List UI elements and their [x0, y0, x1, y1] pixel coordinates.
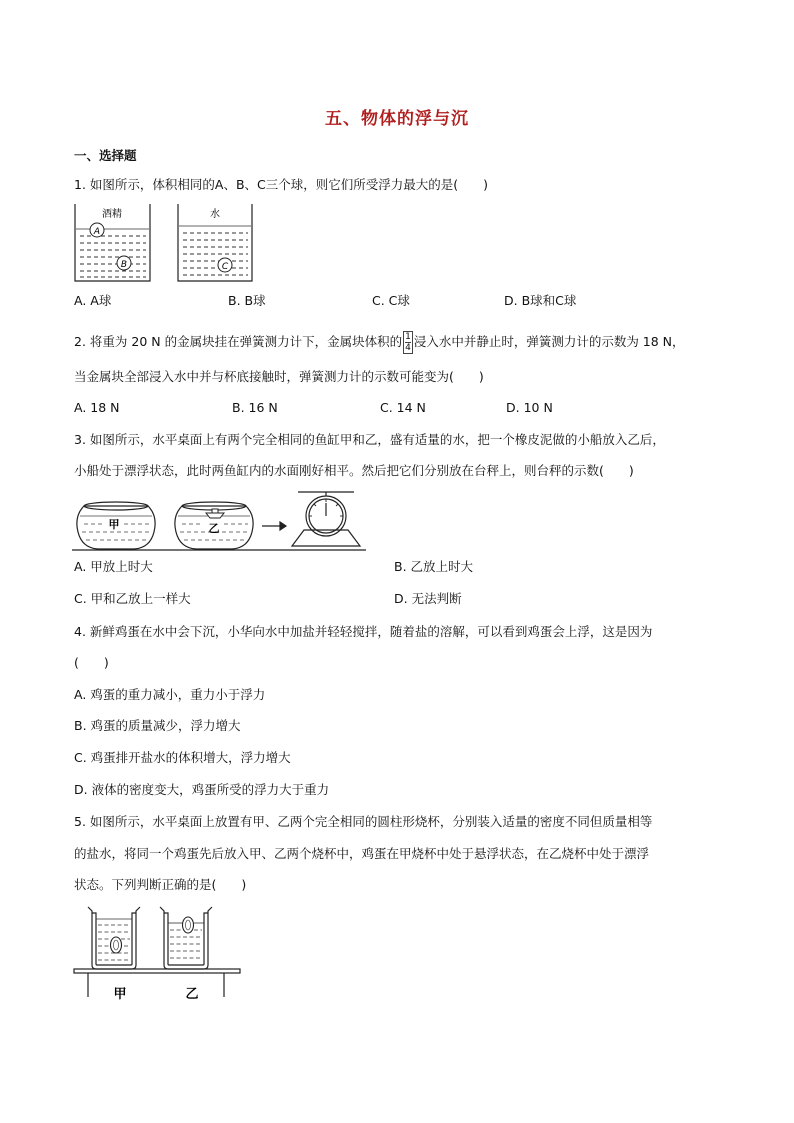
tank-yi-label: 乙 [208, 522, 220, 535]
question-3-figure [72, 486, 368, 552]
page-title: 五、物体的浮与沉 [325, 109, 469, 129]
tank-jia-label: 甲 [108, 518, 120, 531]
question-1-text: 1. 如图所示，体积相同的A、B、C三个球，则它们所受浮力最大的是( ) [74, 177, 489, 192]
beaker-jia-label: 甲 [113, 987, 127, 1002]
question-1-figure [72, 203, 262, 285]
q4-option-c: C. 鸡蛋排开盐水的体积增大，浮力增大 [74, 750, 291, 765]
question-5-line-3: 状态。下列判断正确的是( ) [74, 877, 247, 892]
water-liquid-dashes [179, 226, 251, 275]
question-3-line-1: 3. 如图所示，水平桌面上有两个完全相同的鱼缸甲和乙，盛有适量的水，把一个橡皮泥做的小船放入乙后， [74, 432, 665, 447]
q4-option-d: D. 液体的密度变大，鸡蛋所受的浮力大于重力 [74, 782, 330, 797]
q2-option-a: A. 18 N [74, 400, 120, 415]
question-3-line-2: 小船处于漂浮状态，此时两鱼缸内的水面刚好相平。然后把它们分别放在台秤上，则台秤的示数( ) [74, 463, 634, 478]
question-5-figure [72, 903, 244, 1003]
q2-option-b: B. 16 N [232, 400, 278, 415]
alcohol-label: 酒精 [102, 209, 122, 220]
question-5-line-2: 的盐水，将同一个鸡蛋先后放入甲、乙两个烧杯中，鸡蛋在甲烧杯中处于悬浮状态，在乙烧杯中处于漂浮 [74, 846, 650, 861]
q2-option-c: C. 14 N [380, 400, 426, 415]
q3-option-b: B. 乙放上时大 [394, 559, 474, 574]
ball-a-label: A [93, 227, 101, 237]
question-4-line-2: ( ) [74, 655, 109, 670]
q4-option-a: A. 鸡蛋的重力减小，重力小于浮力 [74, 687, 266, 702]
question-2-line-1 [74, 331, 685, 354]
ball-b-label: B [120, 260, 128, 270]
alcohol-liquid-dashes [76, 229, 149, 277]
section-heading: 一、选择题 [74, 148, 137, 163]
fraction-one-quarter [403, 331, 413, 354]
ball-c-label: C [221, 262, 229, 272]
table [74, 969, 240, 997]
question-2-line-2: 当金属块全部浸入水中并与杯底接触时，弹簧测力计的示数可能变为( ) [74, 369, 484, 384]
q1-option-d: D. B球和C球 [504, 293, 577, 308]
q2-text-after: 浸入水中并静止时，弹簧测力计的示数为 18 N， [413, 334, 685, 349]
q2-text-before: 2. 将重为 20 N 的金属块挂在弹簧测力计下，金属块体积的 [74, 334, 403, 349]
arrow-icon [262, 522, 286, 530]
q1-option-c: C. C球 [372, 293, 410, 308]
egg-jia [111, 937, 122, 953]
beaker-yi-label: 乙 [185, 987, 199, 1002]
q1-option-b: B. B球 [228, 293, 266, 308]
question-4-line-1: 4. 新鲜鸡蛋在水中会下沉，小华向水中加盐并轻轻搅拌，随着盐的溶解，可以看到鸡蛋会上浮，这是因为 [74, 624, 653, 639]
fraction-denominator: 4 [405, 343, 411, 353]
q3-option-d: D. 无法判断 [394, 591, 462, 606]
q1-option-a: A. A球 [74, 293, 112, 308]
beaker-yi [160, 907, 212, 969]
q2-option-d: D. 10 N [506, 400, 553, 415]
q3-option-c: C. 甲和乙放上一样大 [74, 591, 191, 606]
question-5-line-1: 5. 如图所示，水平桌面上放置有甲、乙两个完全相同的圆柱形烧杯，分别装入适量的密度不同但质量相等 [74, 814, 653, 829]
q3-option-a: A. 甲放上时大 [74, 559, 153, 574]
egg-yi [183, 917, 194, 933]
q4-option-b: B. 鸡蛋的质量减少，浮力增大 [74, 718, 241, 733]
fraction-numerator: 1 [405, 332, 411, 342]
water-label: 水 [210, 209, 220, 220]
